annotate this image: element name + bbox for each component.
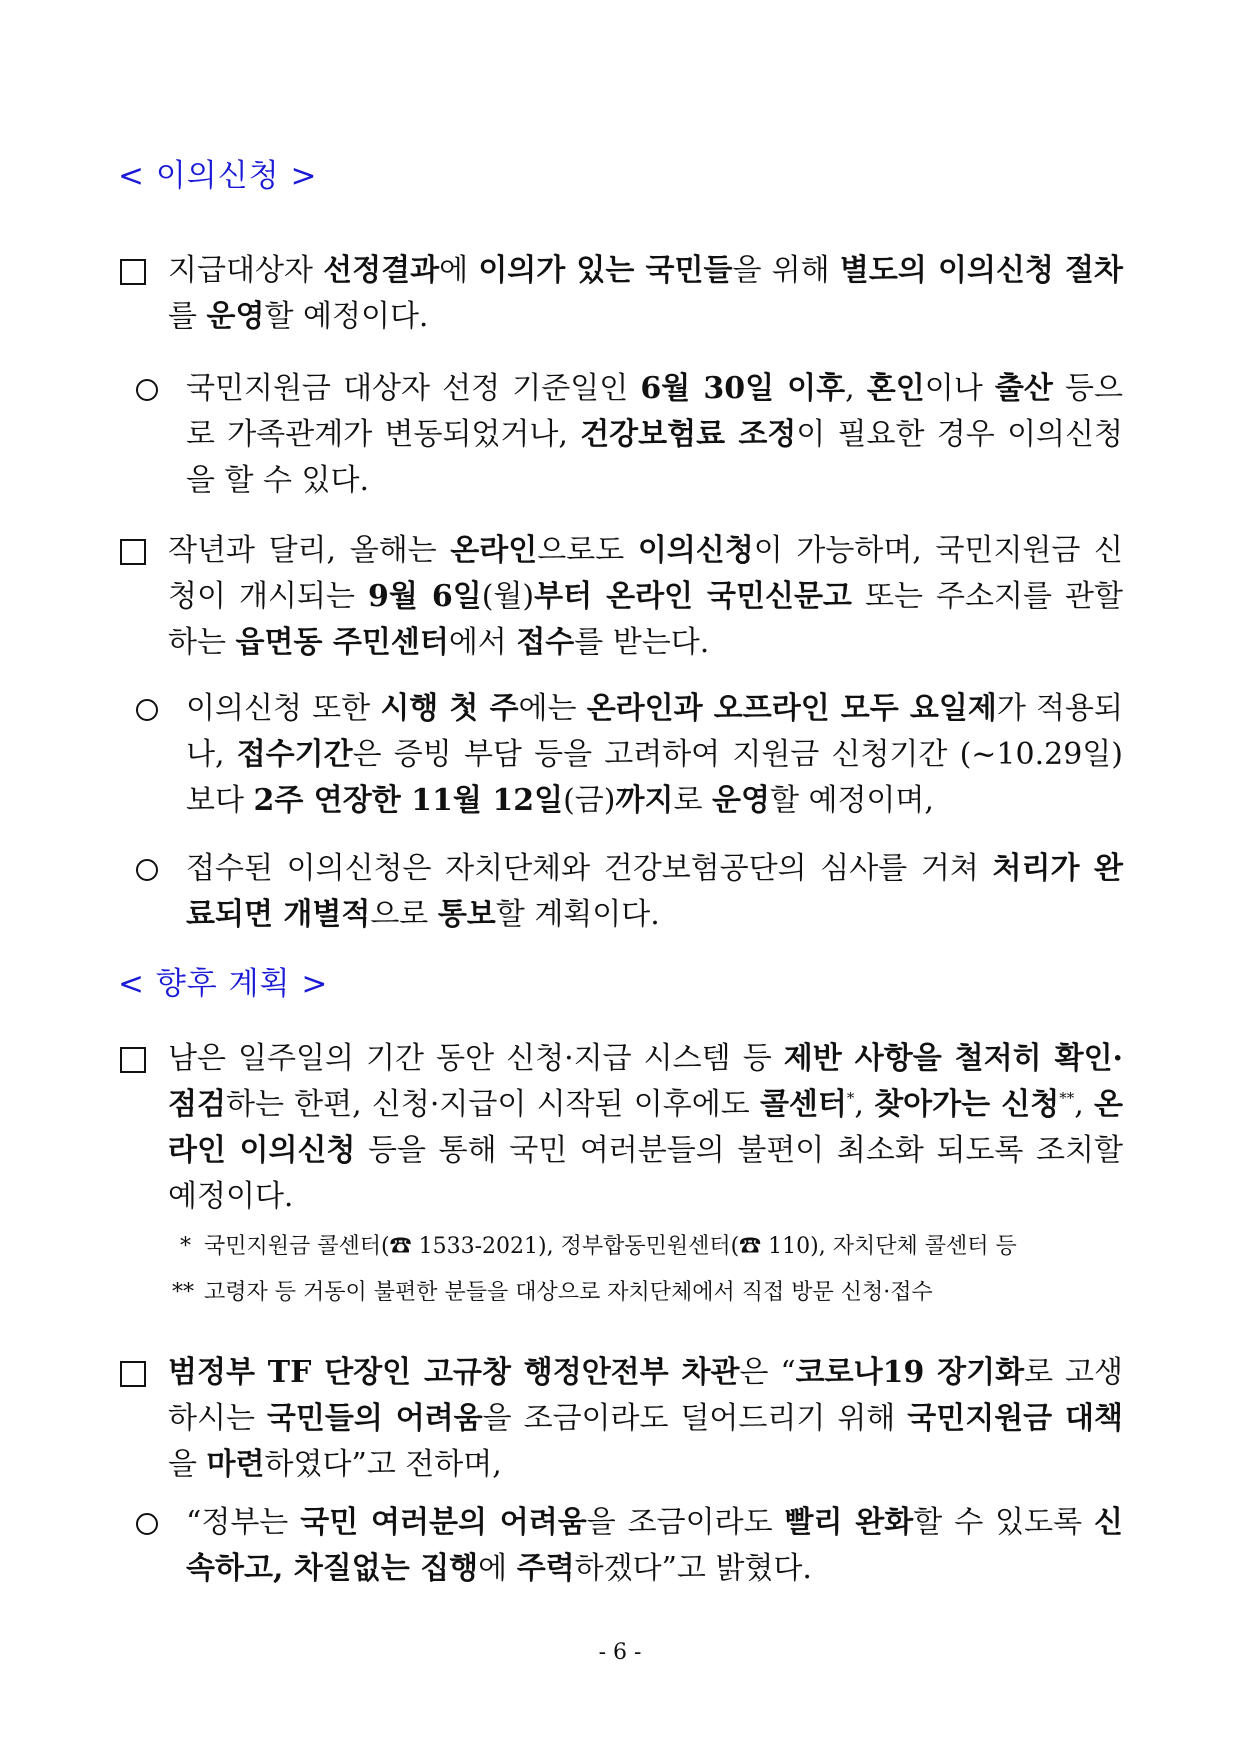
footnote [180,1232,1017,1262]
body-text: 로 [673,783,712,818]
emphasis-text: 접수 [516,625,575,660]
body-text: 남은 일주일의 기간 동안 신청·지급 시스템 등 [168,1041,784,1076]
body-text: 할 예정이다. [264,299,429,334]
emphasis-text: 운영 [206,299,265,334]
body-text: 은 증빙 부담 등을 고려하여 지원금 신청기간 (~10.29일)보다 [186,737,1123,818]
emphasis-text: 찾아가는 신청 [874,1087,1060,1122]
footnote-marker: ** [172,1280,194,1305]
footnote-marker: * [180,1234,191,1259]
emphasis-text: 온라인 [450,533,538,568]
emphasis-text: 선정결과 [323,253,440,288]
emphasis-text: 6월 30일 이후 [640,371,846,406]
emphasis-text: 마련 [206,1447,265,1482]
square-bullet-icon [120,259,146,285]
emphasis-text: 접수기간 [236,737,353,772]
emphasis-text: 국민 여러분의 어려움 [300,1505,587,1540]
paragraph-subitem [186,686,1123,824]
page-number: - 6 - [598,1640,642,1665]
paragraph-subitem [186,846,1123,938]
body-text: 이 가능하며, 국민지원금 신청이 개시되는 [168,533,1123,614]
body-text: 하는 한편, 신청·지급이 시작된 이후에도 [225,1087,760,1122]
body-text: , [854,1087,875,1122]
body-text: 할 수 있도록 [913,1505,1094,1540]
emphasis-text: 통보 [437,897,496,932]
body-text: , [845,371,867,406]
footnote-text: 고령자 등 거동이 불편한 분들을 대상으로 자치단체에서 직접 방문 신청·접수 [204,1280,933,1305]
section-heading-objection: < 이의신청 > [118,158,318,194]
body-text: 으로 [370,897,438,932]
body-text: 등으로 가족관계가 변동되었거나, [186,371,1124,452]
emphasis-text: 부터 온라인 국민신문고 [534,579,852,614]
paragraph-item [168,528,1123,666]
paragraph-subitem [186,366,1123,504]
circle-bullet-icon [136,699,158,721]
body-text: 을 조금이라도 덜어드리기 위해 [482,1401,908,1436]
emphasis-text: 이의신청 [637,533,754,568]
body-text: 이나 [924,371,995,406]
emphasis-text: 온라인 이의신청 [168,1087,1123,1168]
footnote [172,1278,933,1308]
paragraph-subitem [186,1500,1123,1592]
body-text: 을 위해 [732,253,840,288]
emphasis-text: 주력 [516,1551,575,1586]
emphasis-text: 혼인 [866,371,925,406]
square-bullet-icon [120,1047,146,1073]
emphasis-text: 온라인과 오프라인 모두 요일제 [586,691,997,726]
body-text: 을 조금이라도 [586,1505,785,1540]
emphasis-text: 처리가 완료되면 개별적 [186,851,1123,932]
emphasis-text: 건강보험료 조정 [580,417,797,452]
emphasis-text: 신속하고, 차질없는 집행 [186,1505,1123,1586]
body-text: 를 받는다. [574,625,710,660]
body-text: 으로도 [537,533,638,568]
body-text: 가 적용되나, [186,691,1123,772]
emphasis-text: 국민지원금 대책 [907,1401,1123,1436]
body-text: 지급대상자 [168,253,324,288]
emphasis-text: 시행 첫 주 [380,691,519,726]
emphasis-text: 콜센터 [759,1087,847,1122]
body-text: 하겠다”고 밝혔다. [574,1551,812,1586]
body-text: “정부는 [186,1505,301,1540]
emphasis-text: 2주 연장한 11월 12일 [253,783,564,818]
circle-bullet-icon [136,1513,158,1535]
body-text: , [1074,1087,1095,1122]
emphasis-text: 읍면동 주민센터 [235,625,449,660]
body-text: 에는 [518,691,587,726]
body-text: 국민지원금 대상자 선정 기준일인 [186,371,641,406]
body-text: 은 “ [739,1355,796,1390]
body-text: 로 고생하시는 [168,1355,1123,1436]
paragraph-item [168,248,1123,340]
emphasis-text: 빨리 완화 [784,1505,914,1540]
section-heading-future-plan: < 향후 계획 > [118,966,329,1002]
emphasis-text: 제반 사항을 철저히 확인·점검 [168,1041,1124,1122]
body-text: 에 [478,1551,517,1586]
square-bullet-icon [120,539,146,565]
body-text: 이의신청 또한 [186,691,381,726]
circle-bullet-icon [136,859,158,881]
body-text: 할 예정이며, [769,783,934,818]
body-text: 할 계획이다. [495,897,660,932]
footnote-ref: * [846,1089,855,1107]
body-text: 이 필요한 경우 이의신청을 할 수 있다. [186,417,1123,498]
body-text: (금) [563,783,616,818]
body-text: 에서 [448,625,517,660]
footnote-text: 국민지원금 콜센터(☎ 1533-2021), 정부합동민원센터(☎ 110), 자치단체 콜센터 등 [204,1234,1017,1259]
square-bullet-icon [120,1361,146,1387]
circle-bullet-icon [136,379,158,401]
body-text: 등을 통해 국민 여러분들의 불편이 최소화 되도록 조치할 예정이다. [168,1133,1123,1214]
footnote-ref: ** [1059,1089,1075,1107]
emphasis-text: 별도의 이의신청 절차 [839,253,1124,288]
emphasis-text: 9월 6일 [368,579,482,614]
emphasis-text: 운영 [711,783,770,818]
emphasis-text: 까지 [615,783,674,818]
body-text: 을 [168,1447,207,1482]
body-text: 접수된 이의신청은 자치단체와 건강보험공단의 심사를 거쳐 [186,851,993,886]
emphasis-text: 이의가 있는 국민들 [478,253,733,288]
emphasis-text: 범정부 TF 단장인 고규창 행정안전부 차관 [168,1355,740,1390]
body-text: 를 [168,299,207,334]
body-text: (월) [481,579,535,614]
emphasis-text: 출산 [994,371,1053,406]
paragraph-item [168,1036,1123,1220]
paragraph-item [168,1350,1123,1488]
body-text: 하였다”고 전하며, [264,1447,502,1482]
body-text: 에 [439,253,479,288]
body-text: 또는 주소지를 관할하는 [168,579,1123,660]
emphasis-text: 코로나19 장기화 [795,1355,1025,1390]
body-text: 작년과 달리, 올해는 [168,533,451,568]
emphasis-text: 국민들의 어려움 [266,1401,483,1436]
